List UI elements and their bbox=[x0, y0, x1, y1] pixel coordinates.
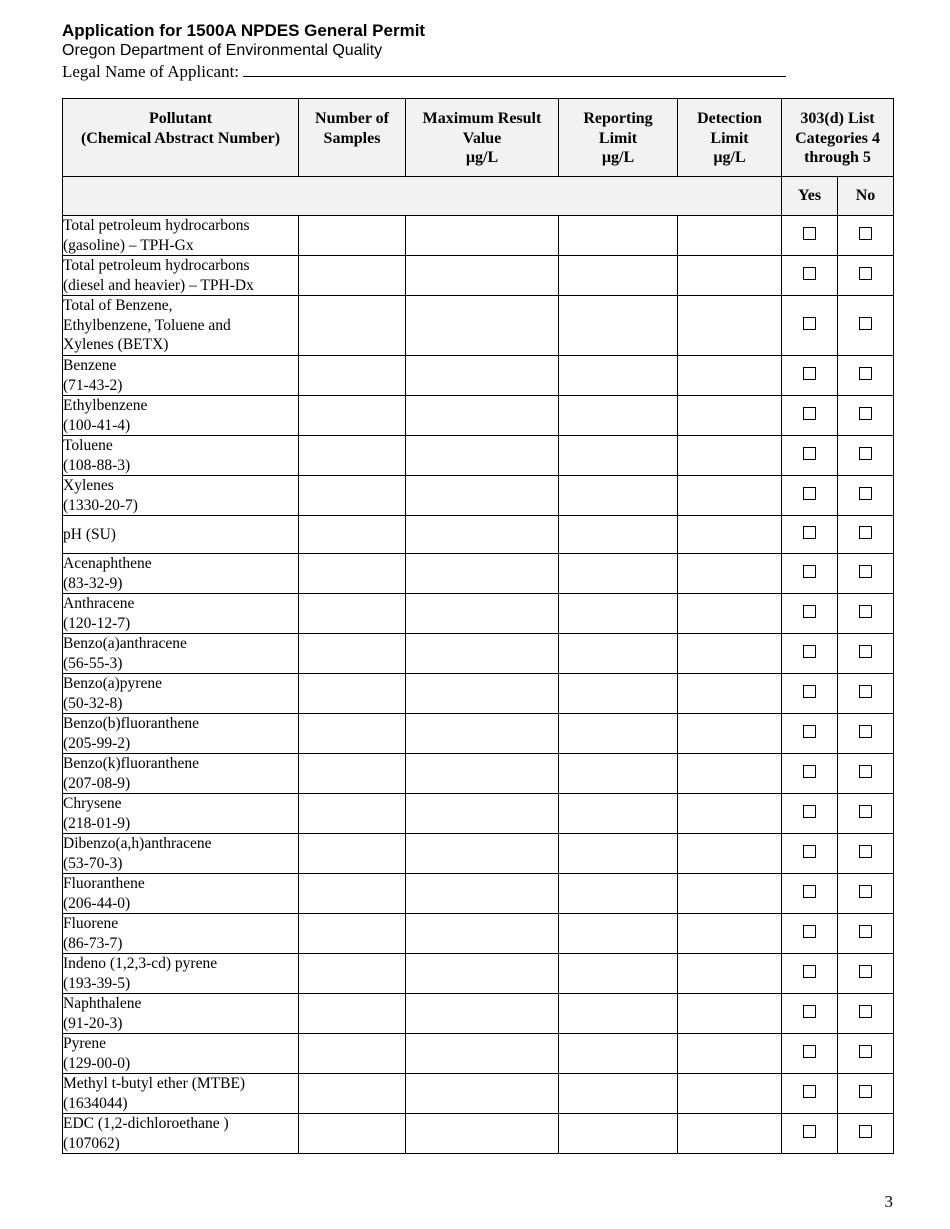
max-result-cell[interactable] bbox=[406, 714, 559, 754]
max-result-cell[interactable] bbox=[406, 834, 559, 874]
no-cell bbox=[838, 754, 894, 794]
pollutant-name-line: Fluoranthene bbox=[63, 875, 145, 892]
gray-spacer bbox=[63, 177, 782, 216]
no-cell bbox=[838, 874, 894, 914]
pollutant-name-cell bbox=[63, 554, 299, 594]
table-header-row bbox=[63, 99, 894, 177]
agency-name: Oregon Department of Environmental Quality bbox=[62, 42, 383, 59]
yes-cell bbox=[782, 594, 838, 634]
pollutant-name-line: (100-41-4) bbox=[63, 416, 131, 434]
reporting-limit-cell[interactable] bbox=[559, 914, 678, 954]
samples-cell[interactable] bbox=[299, 516, 406, 554]
pollutant-name-cell bbox=[63, 834, 299, 874]
reporting-limit-cell[interactable] bbox=[559, 714, 678, 754]
no-checkbox[interactable] bbox=[859, 685, 872, 698]
yes-checkbox[interactable] bbox=[803, 447, 816, 460]
yes-cell bbox=[782, 1034, 838, 1074]
pollutant-name-cell bbox=[63, 874, 299, 914]
yes-checkbox[interactable] bbox=[803, 1005, 816, 1018]
detection-limit-cell[interactable] bbox=[678, 554, 782, 594]
yes-cell bbox=[782, 396, 838, 436]
pollutant-name-line: (205-99-2) bbox=[63, 734, 131, 752]
pollutant-name-line: (gasoline) – TPH-Gx bbox=[63, 236, 194, 254]
samples-cell[interactable] bbox=[299, 436, 406, 476]
pollutant-name-line: Benzene bbox=[63, 357, 117, 374]
pollutant-name-line: Toluene bbox=[63, 437, 113, 454]
samples-cell[interactable] bbox=[299, 296, 406, 356]
no-checkbox[interactable] bbox=[859, 487, 872, 500]
yes-checkbox[interactable] bbox=[803, 407, 816, 420]
no-cell bbox=[838, 674, 894, 714]
reporting-limit-cell[interactable] bbox=[559, 216, 678, 256]
samples-cell[interactable] bbox=[299, 1114, 406, 1154]
no-checkbox[interactable] bbox=[859, 1005, 872, 1018]
reporting-limit-cell[interactable] bbox=[559, 356, 678, 396]
pollutant-name-cell bbox=[63, 256, 299, 296]
max-result-cell[interactable] bbox=[406, 634, 559, 674]
no-cell bbox=[838, 256, 894, 296]
pollutant-name-cell bbox=[63, 634, 299, 674]
pollutant-name-line: Total petroleum hydrocarbons bbox=[63, 217, 250, 234]
detection-limit-cell[interactable] bbox=[678, 874, 782, 914]
pollutant-name-line: (diesel and heavier) – TPH-Dx bbox=[63, 276, 254, 294]
pollutant-name-line: (91-20-3) bbox=[63, 1014, 123, 1032]
yes-checkbox[interactable] bbox=[803, 227, 816, 240]
no-cell bbox=[838, 216, 894, 256]
pollutant-name-line: Indeno (1,2,3-cd) pyrene bbox=[63, 955, 218, 972]
reporting-limit-cell[interactable] bbox=[559, 674, 678, 714]
pollutant-name-line: (129-00-0) bbox=[63, 1054, 131, 1072]
max-result-cell[interactable] bbox=[406, 954, 559, 994]
samples-cell[interactable] bbox=[299, 216, 406, 256]
pollutant-name-cell bbox=[63, 594, 299, 634]
detection-limit-cell[interactable] bbox=[678, 994, 782, 1034]
pollutant-name-line: Benzo(a)pyrene bbox=[63, 675, 162, 692]
yes-checkbox[interactable] bbox=[803, 317, 816, 330]
yes-checkbox[interactable] bbox=[803, 725, 816, 738]
reporting-limit-cell[interactable] bbox=[559, 1034, 678, 1074]
col-detection-limit: Detection Limit µg/L bbox=[678, 99, 782, 177]
no-cell bbox=[838, 1074, 894, 1114]
no-header: No bbox=[838, 177, 894, 216]
no-cell bbox=[838, 794, 894, 834]
table-row bbox=[63, 914, 894, 954]
max-result-cell[interactable] bbox=[406, 436, 559, 476]
max-result-cell[interactable] bbox=[406, 794, 559, 834]
yes-checkbox[interactable] bbox=[803, 267, 816, 280]
no-cell bbox=[838, 994, 894, 1034]
reporting-limit-cell[interactable] bbox=[559, 396, 678, 436]
pollutant-name-line: (56-55-3) bbox=[63, 654, 123, 672]
table-row bbox=[63, 476, 894, 516]
no-checkbox[interactable] bbox=[859, 605, 872, 618]
no-checkbox[interactable] bbox=[859, 565, 872, 578]
max-result-cell[interactable] bbox=[406, 754, 559, 794]
reporting-limit-cell[interactable] bbox=[559, 754, 678, 794]
yes-cell bbox=[782, 714, 838, 754]
yes-cell bbox=[782, 634, 838, 674]
reporting-limit-cell[interactable] bbox=[559, 634, 678, 674]
no-checkbox[interactable] bbox=[859, 885, 872, 898]
yes-header: Yes bbox=[782, 177, 838, 216]
table-row bbox=[63, 874, 894, 914]
table-row bbox=[63, 834, 894, 874]
yes-cell bbox=[782, 914, 838, 954]
yes-checkbox[interactable] bbox=[803, 965, 816, 978]
pollutant-name-cell bbox=[63, 1074, 299, 1114]
samples-cell[interactable] bbox=[299, 634, 406, 674]
yes-cell bbox=[782, 256, 838, 296]
yes-cell bbox=[782, 834, 838, 874]
pollutant-name-line: Anthracene bbox=[63, 595, 135, 612]
detection-limit-cell[interactable] bbox=[678, 296, 782, 356]
no-checkbox[interactable] bbox=[859, 447, 872, 460]
pollutant-name-line: (71-43-2) bbox=[63, 376, 123, 394]
col-maximum-result: Maximum Result Value µg/L bbox=[406, 99, 559, 177]
yes-cell bbox=[782, 216, 838, 256]
detection-limit-cell[interactable] bbox=[678, 1074, 782, 1114]
samples-cell[interactable] bbox=[299, 1034, 406, 1074]
pollutant-name-line: (120-12-7) bbox=[63, 614, 131, 632]
samples-cell[interactable] bbox=[299, 954, 406, 994]
table-row bbox=[63, 396, 894, 436]
pollutant-name-line: Benzo(b)fluoranthene bbox=[63, 715, 199, 732]
pollutant-name-line: Ethylbenzene bbox=[63, 397, 148, 414]
samples-cell[interactable] bbox=[299, 874, 406, 914]
pollutant-name-line: Ethylbenzene, Toluene and bbox=[63, 316, 231, 334]
samples-cell[interactable] bbox=[299, 1074, 406, 1114]
table-row bbox=[63, 356, 894, 396]
yes-cell bbox=[782, 1114, 838, 1154]
reporting-limit-cell[interactable] bbox=[559, 256, 678, 296]
table-row bbox=[63, 554, 894, 594]
detection-limit-cell[interactable] bbox=[678, 256, 782, 296]
reporting-limit-cell[interactable] bbox=[559, 296, 678, 356]
yes-checkbox[interactable] bbox=[803, 685, 816, 698]
no-checkbox[interactable] bbox=[859, 407, 872, 420]
pollutant-name-cell bbox=[63, 436, 299, 476]
pollutant-name-cell bbox=[63, 794, 299, 834]
yes-cell bbox=[782, 994, 838, 1034]
samples-cell[interactable] bbox=[299, 396, 406, 436]
reporting-limit-cell[interactable] bbox=[559, 1114, 678, 1154]
yes-checkbox[interactable] bbox=[803, 526, 816, 539]
samples-cell[interactable] bbox=[299, 714, 406, 754]
no-checkbox[interactable] bbox=[859, 227, 872, 240]
pollutant-name-cell bbox=[63, 296, 299, 356]
no-checkbox[interactable] bbox=[859, 805, 872, 818]
max-result-cell[interactable] bbox=[406, 516, 559, 554]
pollutant-name-cell bbox=[63, 954, 299, 994]
pollutant-name-line: (207-08-9) bbox=[63, 774, 131, 792]
pollutant-name-cell bbox=[63, 396, 299, 436]
no-checkbox[interactable] bbox=[859, 1045, 872, 1058]
samples-cell[interactable] bbox=[299, 794, 406, 834]
yes-checkbox[interactable] bbox=[803, 765, 816, 778]
no-checkbox[interactable] bbox=[859, 845, 872, 858]
no-cell bbox=[838, 436, 894, 476]
max-result-cell[interactable] bbox=[406, 216, 559, 256]
reporting-limit-cell[interactable] bbox=[559, 874, 678, 914]
pollutant-name-cell bbox=[63, 1034, 299, 1074]
yes-cell bbox=[782, 874, 838, 914]
pollutant-name-line: (1634044) bbox=[63, 1094, 128, 1112]
samples-cell[interactable] bbox=[299, 914, 406, 954]
page-number: 3 bbox=[884, 1192, 893, 1211]
yes-cell bbox=[782, 674, 838, 714]
detection-limit-cell[interactable] bbox=[678, 396, 782, 436]
no-cell bbox=[838, 834, 894, 874]
form-title: Application for 1500A NPDES General Permit bbox=[62, 21, 426, 40]
pollutant-name-line: Chrysene bbox=[63, 795, 122, 812]
max-result-cell[interactable] bbox=[406, 594, 559, 634]
table-row bbox=[63, 594, 894, 634]
table-row bbox=[63, 714, 894, 754]
samples-cell[interactable] bbox=[299, 994, 406, 1034]
legal-name-field[interactable] bbox=[243, 61, 786, 77]
pollutant-name-line: Naphthalene bbox=[63, 995, 142, 1012]
pollutant-name-cell bbox=[63, 914, 299, 954]
no-cell bbox=[838, 554, 894, 594]
max-result-cell[interactable] bbox=[406, 554, 559, 594]
no-checkbox[interactable] bbox=[859, 1125, 872, 1138]
no-checkbox[interactable] bbox=[859, 526, 872, 539]
pollutant-name-line: EDC (1,2-dichloroethane ) bbox=[63, 1115, 229, 1132]
reporting-limit-cell[interactable] bbox=[559, 594, 678, 634]
no-checkbox[interactable] bbox=[859, 925, 872, 938]
yes-checkbox[interactable] bbox=[803, 925, 816, 938]
yes-checkbox[interactable] bbox=[803, 805, 816, 818]
max-result-cell[interactable] bbox=[406, 1034, 559, 1074]
max-result-cell[interactable] bbox=[406, 674, 559, 714]
no-cell bbox=[838, 954, 894, 994]
table-row bbox=[63, 954, 894, 994]
max-result-cell[interactable] bbox=[406, 1114, 559, 1154]
no-cell bbox=[838, 914, 894, 954]
reporting-limit-cell[interactable] bbox=[559, 794, 678, 834]
detection-limit-cell[interactable] bbox=[678, 476, 782, 516]
yes-cell bbox=[782, 356, 838, 396]
pollutant-name-line: Dibenzo(a,h)anthracene bbox=[63, 835, 212, 852]
detection-limit-cell[interactable] bbox=[678, 1034, 782, 1074]
detection-limit-cell[interactable] bbox=[678, 356, 782, 396]
detection-limit-cell[interactable] bbox=[678, 634, 782, 674]
table-row bbox=[63, 794, 894, 834]
yes-cell bbox=[782, 794, 838, 834]
pollutant-name-cell bbox=[63, 714, 299, 754]
table-row bbox=[63, 994, 894, 1034]
no-cell bbox=[838, 594, 894, 634]
detection-limit-cell[interactable] bbox=[678, 436, 782, 476]
pollutant-name-cell bbox=[63, 754, 299, 794]
pollutant-name-line: Fluorene bbox=[63, 915, 119, 932]
no-checkbox[interactable] bbox=[859, 725, 872, 738]
pollutant-name-line: Xylenes bbox=[63, 477, 114, 494]
pollutant-name-cell bbox=[63, 516, 299, 554]
detection-limit-cell[interactable] bbox=[678, 754, 782, 794]
table-row bbox=[63, 296, 894, 356]
pollutant-name-line: Acenaphthene bbox=[63, 555, 152, 572]
pollutant-name-cell bbox=[63, 476, 299, 516]
no-checkbox[interactable] bbox=[859, 645, 872, 658]
form-header bbox=[62, 21, 786, 82]
reporting-limit-cell[interactable] bbox=[559, 994, 678, 1034]
col-pollutant: Pollutant (Chemical Abstract Number) bbox=[63, 99, 299, 177]
pollutant-name-line: (53-70-3) bbox=[63, 854, 123, 872]
samples-cell[interactable] bbox=[299, 476, 406, 516]
max-result-cell[interactable] bbox=[406, 994, 559, 1034]
pollutant-name-line: (108-88-3) bbox=[63, 456, 131, 474]
detection-limit-cell[interactable] bbox=[678, 714, 782, 754]
samples-cell[interactable] bbox=[299, 754, 406, 794]
samples-cell[interactable] bbox=[299, 674, 406, 714]
no-cell bbox=[838, 634, 894, 674]
pollutant-name-line: (1330-20-7) bbox=[63, 496, 138, 514]
reporting-limit-cell[interactable] bbox=[559, 834, 678, 874]
reporting-limit-cell[interactable] bbox=[559, 554, 678, 594]
table-row bbox=[63, 1114, 894, 1154]
yes-checkbox[interactable] bbox=[803, 645, 816, 658]
no-cell bbox=[838, 714, 894, 754]
col-reporting-limit: Reporting Limit µg/L bbox=[559, 99, 678, 177]
table-row bbox=[63, 436, 894, 476]
legal-name-label: Legal Name of Applicant: bbox=[62, 62, 240, 81]
max-result-cell[interactable] bbox=[406, 356, 559, 396]
detection-limit-cell[interactable] bbox=[678, 516, 782, 554]
yes-cell bbox=[782, 436, 838, 476]
yes-checkbox[interactable] bbox=[803, 1045, 816, 1058]
table-row bbox=[63, 674, 894, 714]
yes-cell bbox=[782, 1074, 838, 1114]
no-cell bbox=[838, 396, 894, 436]
max-result-cell[interactable] bbox=[406, 476, 559, 516]
samples-cell[interactable] bbox=[299, 554, 406, 594]
detection-limit-cell[interactable] bbox=[678, 216, 782, 256]
no-cell bbox=[838, 356, 894, 396]
reporting-limit-cell[interactable] bbox=[559, 436, 678, 476]
reporting-limit-cell[interactable] bbox=[559, 476, 678, 516]
pollutant-name-cell bbox=[63, 674, 299, 714]
detection-limit-cell[interactable] bbox=[678, 594, 782, 634]
pollutant-name-cell bbox=[63, 216, 299, 256]
no-checkbox[interactable] bbox=[859, 965, 872, 978]
yes-cell bbox=[782, 554, 838, 594]
samples-cell[interactable] bbox=[299, 834, 406, 874]
pollutant-name-line: pH (SU) bbox=[63, 525, 116, 543]
detection-limit-cell[interactable] bbox=[678, 674, 782, 714]
pollutant-name-line: Xylenes (BETX) bbox=[63, 336, 169, 353]
table-row bbox=[63, 1074, 894, 1114]
no-checkbox[interactable] bbox=[859, 1085, 872, 1098]
table-row bbox=[63, 634, 894, 674]
no-checkbox[interactable] bbox=[859, 765, 872, 778]
yes-checkbox[interactable] bbox=[803, 565, 816, 578]
no-checkbox[interactable] bbox=[859, 367, 872, 380]
yes-checkbox[interactable] bbox=[803, 885, 816, 898]
reporting-limit-cell[interactable] bbox=[559, 1074, 678, 1114]
col-303d-list: 303(d) List Categories 4 through 5 bbox=[782, 99, 894, 177]
yes-checkbox[interactable] bbox=[803, 605, 816, 618]
detection-limit-cell[interactable] bbox=[678, 794, 782, 834]
legal-name-row bbox=[62, 61, 786, 82]
pollutant-name-line: Pyrene bbox=[63, 1035, 107, 1052]
pollutant-name-line: (107062) bbox=[63, 1134, 120, 1152]
yes-cell bbox=[782, 516, 838, 554]
max-result-cell[interactable] bbox=[406, 296, 559, 356]
pollutant-name-line: (193-39-5) bbox=[63, 974, 131, 992]
table-row bbox=[63, 216, 894, 256]
yes-cell bbox=[782, 754, 838, 794]
samples-cell[interactable] bbox=[299, 256, 406, 296]
pollutant-name-cell bbox=[63, 1114, 299, 1154]
detection-limit-cell[interactable] bbox=[678, 834, 782, 874]
col-number-of-samples: Number of Samples bbox=[299, 99, 406, 177]
yes-checkbox[interactable] bbox=[803, 1085, 816, 1098]
detection-limit-cell[interactable] bbox=[678, 914, 782, 954]
max-result-cell[interactable] bbox=[406, 874, 559, 914]
yes-cell bbox=[782, 476, 838, 516]
reporting-limit-cell[interactable] bbox=[559, 954, 678, 994]
no-cell bbox=[838, 296, 894, 356]
yes-cell bbox=[782, 296, 838, 356]
pollutant-name-line: (218-01-9) bbox=[63, 814, 131, 832]
table-row bbox=[63, 754, 894, 794]
max-result-cell[interactable] bbox=[406, 914, 559, 954]
pollutant-name-line: (50-32-8) bbox=[63, 694, 123, 712]
pollutant-name-cell bbox=[63, 994, 299, 1034]
detection-limit-cell[interactable] bbox=[678, 954, 782, 994]
pollutant-name-line: Benzo(k)fluoranthene bbox=[63, 755, 199, 772]
no-cell bbox=[838, 476, 894, 516]
max-result-cell[interactable] bbox=[406, 396, 559, 436]
max-result-cell[interactable] bbox=[406, 256, 559, 296]
yes-cell bbox=[782, 954, 838, 994]
pollutant-name-cell bbox=[63, 356, 299, 396]
samples-cell[interactable] bbox=[299, 594, 406, 634]
yes-checkbox[interactable] bbox=[803, 1125, 816, 1138]
no-cell bbox=[838, 1114, 894, 1154]
yes-checkbox[interactable] bbox=[803, 367, 816, 380]
pollutant-name-line: (83-32-9) bbox=[63, 574, 123, 592]
no-checkbox[interactable] bbox=[859, 267, 872, 280]
yes-no-header-row bbox=[63, 177, 894, 216]
table-row bbox=[63, 516, 894, 554]
pollutant-name-line: Total of Benzene, bbox=[63, 297, 173, 314]
yes-checkbox[interactable] bbox=[803, 487, 816, 500]
no-cell bbox=[838, 1034, 894, 1074]
pollutant-name-line: Methyl t-butyl ether (MTBE) bbox=[63, 1075, 246, 1092]
pollutant-name-line: Total petroleum hydrocarbons bbox=[63, 257, 250, 274]
pollutant-name-line: Benzo(a)anthracene bbox=[63, 635, 187, 652]
table-row bbox=[63, 256, 894, 296]
pollutant-table bbox=[62, 98, 894, 1154]
no-cell bbox=[838, 516, 894, 554]
reporting-limit-cell[interactable] bbox=[559, 516, 678, 554]
detection-limit-cell[interactable] bbox=[678, 1114, 782, 1154]
yes-checkbox[interactable] bbox=[803, 845, 816, 858]
pollutant-name-line: (86-73-7) bbox=[63, 934, 123, 952]
pollutant-name-line: (206-44-0) bbox=[63, 894, 131, 912]
table-row bbox=[63, 1034, 894, 1074]
max-result-cell[interactable] bbox=[406, 1074, 559, 1114]
no-checkbox[interactable] bbox=[859, 317, 872, 330]
samples-cell[interactable] bbox=[299, 356, 406, 396]
